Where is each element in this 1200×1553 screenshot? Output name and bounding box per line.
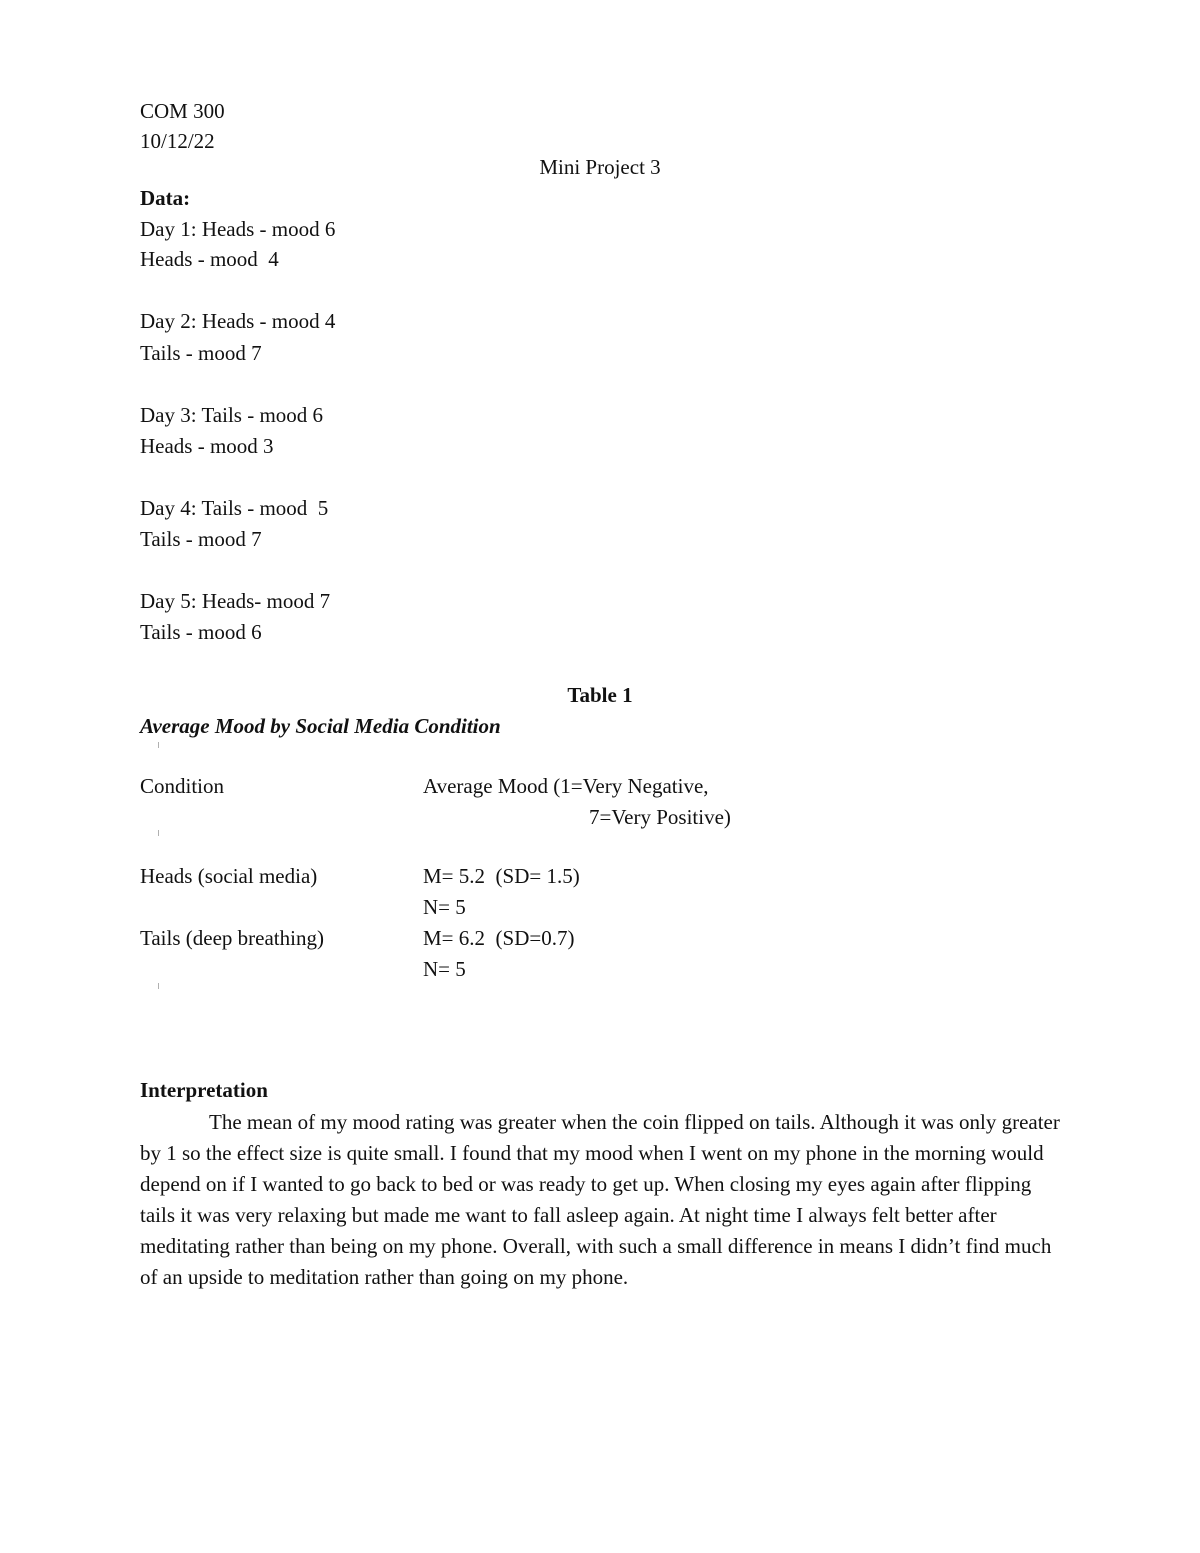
data-entry-day1-b: Heads - mood 4 bbox=[140, 247, 279, 271]
data-entry-day4-b: Tails - mood 7 bbox=[140, 527, 262, 551]
table-row-heads-n: N= 5 bbox=[423, 895, 466, 919]
data-entry-day1-a: Day 1: Heads - mood 6 bbox=[140, 217, 336, 241]
course-code: COM 300 bbox=[140, 99, 225, 123]
data-entry-day5-a: Day 5: Heads- mood 7 bbox=[140, 589, 331, 613]
table-row-tails-n: N= 5 bbox=[423, 957, 466, 981]
data-entry-day3-b: Heads - mood 3 bbox=[140, 434, 274, 458]
document-date: 10/12/22 bbox=[140, 129, 215, 153]
table-row-tails-condition: Tails (deep breathing) bbox=[140, 926, 324, 950]
table-rule-mark bbox=[158, 830, 159, 836]
data-entry-day5-b: Tails - mood 6 bbox=[140, 620, 262, 644]
data-entry-day2-a: Day 2: Heads - mood 4 bbox=[140, 309, 336, 333]
table-row-heads-stats: M= 5.2 (SD= 1.5) bbox=[423, 864, 580, 888]
table-caption: Average Mood by Social Media Condition bbox=[140, 714, 501, 738]
table-col-header-mood-scale: 7=Very Positive) bbox=[589, 805, 731, 829]
data-heading: Data: bbox=[140, 186, 191, 210]
data-entry-day4-a: Day 4: Tails - mood 5 bbox=[140, 496, 329, 520]
table-label: Table 1 bbox=[567, 683, 633, 707]
data-entry-day2-b: Tails - mood 7 bbox=[140, 341, 262, 365]
document-title: Mini Project 3 bbox=[539, 155, 661, 179]
table-rule-mark bbox=[158, 983, 159, 989]
table-row-heads-condition: Heads (social media) bbox=[140, 864, 318, 888]
table-rule-mark bbox=[158, 742, 159, 748]
data-entry-day3-a: Day 3: Tails - mood 6 bbox=[140, 403, 324, 427]
interpretation-heading: Interpretation bbox=[140, 1078, 268, 1102]
table-col-header-mood: Average Mood (1=Very Negative, bbox=[423, 774, 709, 798]
table-row-tails-stats: M= 6.2 (SD=0.7) bbox=[423, 926, 575, 950]
interpretation-paragraph: The mean of my mood rating was greater when the coin flipped on tails. Although it was only greater by 1 so the effect size is quite small. I found that my mood when I went on my phone in the morning would depend on if I wanted to go back to bed or was ready to get up. When closing my eyes again after flipping tails it was very relaxing but made me want to fall asleep again. At night time I always felt better after meditating rather than being on my phone. Overall, with such a small difference in means I didn’t find much of an upside to meditation rather than going on my phone. bbox=[140, 1110, 1060, 1289]
table-col-header-condition: Condition bbox=[140, 774, 225, 798]
